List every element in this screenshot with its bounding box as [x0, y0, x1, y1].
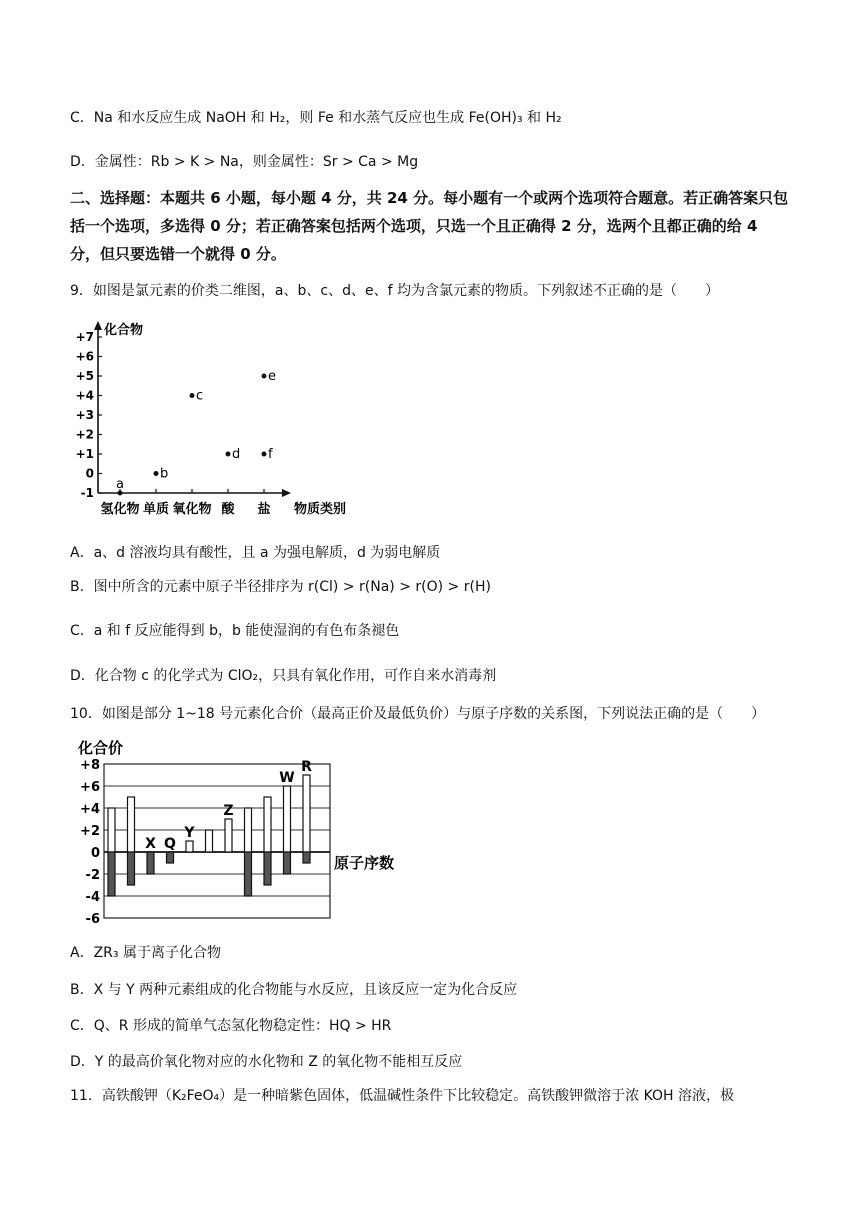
x-tick-label: 盐 — [257, 502, 271, 517]
y-tick-label: -6 — [85, 912, 100, 923]
bar-3-neg — [147, 852, 154, 874]
bar-label-Q: Q — [164, 836, 176, 852]
point-label-a: a — [116, 477, 124, 492]
chart-valence-atomic-number — [70, 733, 430, 923]
x-tick-label: 酸 — [221, 502, 235, 517]
q9-option-b: B．图中所含的元素中原子半径排序为 r(Cl) > r(Na) > r(O) > r(H) — [70, 579, 491, 595]
q10-option-a: A．ZR₃ 属于离子化合物 — [70, 945, 221, 961]
bar-8-pos — [245, 808, 252, 852]
plot-frame — [104, 764, 330, 918]
data-point-b — [154, 471, 159, 476]
bar-11-pos — [303, 775, 310, 852]
y-tick-label: +3 — [75, 408, 94, 422]
bar-label-R: R — [301, 759, 312, 775]
y-tick-label: +2 — [80, 824, 100, 839]
bar-2-pos — [128, 797, 135, 852]
y-tick-label: +7 — [75, 330, 94, 344]
y-tick-label: -1 — [80, 486, 94, 500]
bar-2-neg — [128, 852, 135, 885]
x-axis-arrow — [282, 489, 291, 497]
y-tick-label: +4 — [80, 802, 100, 817]
x-axis-label: 原子序数 — [334, 854, 395, 872]
point-label-f: f — [268, 447, 273, 462]
data-point-d — [226, 452, 231, 457]
y-tick-label: +8 — [80, 758, 100, 773]
y-axis-label: 化合价 — [78, 739, 124, 757]
bar-label-W: W — [279, 770, 295, 786]
y-tick-label: +6 — [80, 780, 100, 795]
bar-11-neg — [303, 852, 310, 863]
point-label-b: b — [160, 466, 169, 482]
q10-stem: 10．如图是部分 1~18 号元素化合价（最高正价及最低负价）与原子序数的关系图，下列说法正确的是（ ） — [70, 706, 766, 722]
q10-option-b: B．X 与 Y 两种元素组成的化合物能与水反应，且该反应一定为化合反应 — [70, 982, 518, 998]
bar-1-neg — [108, 852, 115, 896]
q8-option-d: D．金属性：Rb > K > Na，则金属性：Sr > Ca > Mg — [70, 154, 419, 170]
bar-10-neg — [284, 852, 291, 874]
q9-option-a: A．a、d 溶液均具有酸性，且 a 为强电解质，d 为弱电解质 — [70, 545, 441, 561]
y-tick-label: 0 — [90, 846, 100, 861]
bar-4-neg — [167, 852, 174, 863]
y-tick-label: -4 — [85, 890, 100, 905]
bar-label-Y: Y — [184, 825, 195, 841]
bar-1-pos — [108, 808, 115, 852]
q10-option-d: D．Y 的最高价氧化物对应的水化物和 Z 的氧化物不能相互反应 — [70, 1054, 463, 1070]
y-tick-label: +1 — [75, 447, 94, 461]
data-point-c — [190, 393, 195, 398]
y-axis-arrow — [94, 321, 102, 330]
q9-option-d: D．化合物 c 的化学式为 ClO₂，只具有氧化作用，可作自来水消毒剂 — [70, 668, 497, 684]
data-point-e — [262, 374, 267, 379]
bar-6-pos — [206, 830, 213, 852]
point-label-e: e — [268, 369, 276, 384]
point-label-c: c — [196, 388, 204, 404]
y-tick-label: -2 — [85, 868, 100, 883]
x-axis-label: 物质类别 — [294, 502, 347, 517]
q10-option-c: C．Q、R 形成的简单气态氢化物稳定性：HQ > HR — [70, 1018, 392, 1034]
x-tick-label: 氢化物 — [100, 502, 140, 517]
bar-9-neg — [264, 852, 271, 885]
x-tick-label: 氧化物 — [172, 502, 212, 517]
y-tick-label: +2 — [75, 427, 94, 442]
point-label-d: d — [232, 447, 241, 462]
q9-option-c: C．a 和 f 反应能得到 b，b 能使湿润的有色布条褪色 — [70, 623, 400, 639]
y-axis-label: 化合物 — [104, 323, 144, 338]
y-tick-label: 0 — [85, 466, 94, 481]
q9-stem: 9．如图是氯元素的价类二维图，a、b、c、d、e、f 均为含氯元素的物质。下列叙述不正确的是（ ） — [70, 283, 719, 299]
q11-stem: 11．高铁酸钾（K₂FeO₄）是一种暗紫色固体，低温碱性条件下比较稳定。高铁酸钾微溶于浓 KOH 溶液，极 — [70, 1088, 734, 1104]
y-tick-label: +4 — [75, 388, 94, 403]
bar-9-pos — [264, 797, 271, 852]
x-tick-label: 单质 — [142, 502, 170, 517]
chart-chlorine-valence — [70, 318, 370, 528]
bar-10-pos — [284, 786, 291, 852]
bar-5-pos — [186, 841, 193, 852]
data-point-f — [262, 452, 267, 457]
y-tick-label: +6 — [75, 349, 94, 364]
bar-7-pos — [225, 819, 232, 852]
q8-option-c: C．Na 和水反应生成 NaOH 和 H₂，则 Fe 和水蒸气反应也生成 Fe(OH)₃ 和 H₂ — [70, 110, 562, 126]
section-2-header: 二、选择题：本题共 6 小题，每小题 4 分，共 24 分。每小题有一个或两个选项符合题意。若正确答案只包括一个选项，多选得 0 分；若正确答案包括两个选项，只选一个且正确得 2 分，选两个且都正确的给 4 分，但只要选错一个就得 0 分。 — [70, 189, 789, 263]
bar-label-Z: Z — [223, 803, 234, 819]
bar-8-neg — [245, 852, 252, 896]
y-tick-label: +5 — [75, 369, 94, 383]
bar-label-X: X — [145, 836, 156, 852]
